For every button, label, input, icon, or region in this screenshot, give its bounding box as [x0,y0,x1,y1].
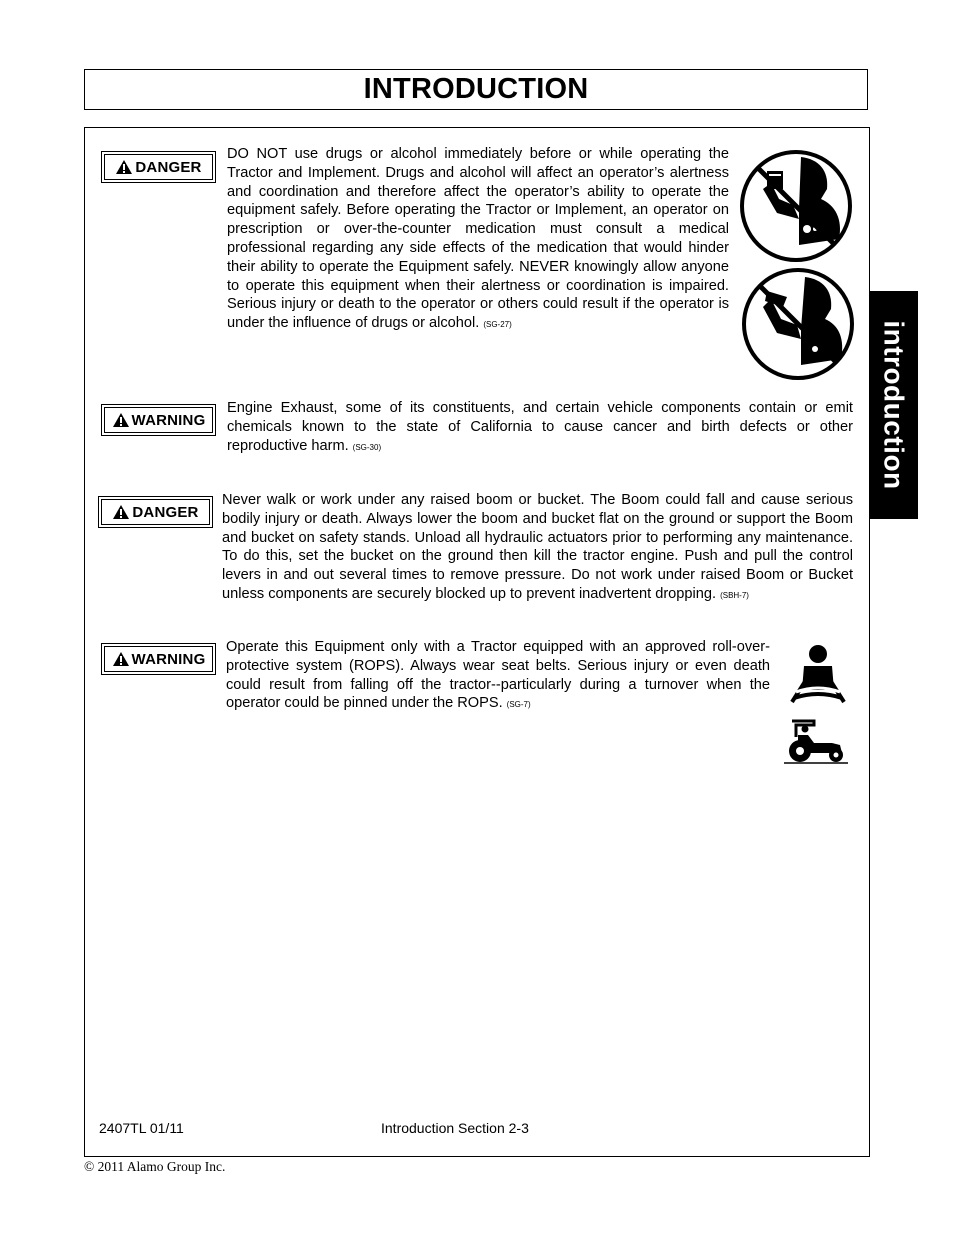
section-side-tab [869,291,918,519]
copyright: © 2011 Alamo Group Inc. [84,1159,226,1174]
no-alcohol-icon [741,267,855,381]
danger-boom-text [222,491,853,606]
badge-label: WARNING [131,411,206,429]
paragraph-text: Never walk or work under any raised boom or bucket. The Boom could fall and cause serious bodily injury or death. Always lower the boom and bucket flat on the ground or support the Boom and bucket on safety stands. Unload all hydraulic actuators prior to performing any maintenance. To do this, set the bucket on the ground then kill the tractor engine. Push and pull the control levers in and out several times to remove pressure. Do not work under raised Boom or Bucket unless components are securely blocked up to prevent inadvertent dropping. [222,492,853,602]
rops-tractor-icon [784,717,848,765]
warning-badge [101,643,216,675]
safety-code: (SBH-7) [720,590,749,600]
safety-code: (SG-7) [506,700,531,710]
badge-label: WARNING [131,650,206,668]
warning-triangle-icon [112,504,130,520]
footer-section: Introduction Section 2-3 [381,1120,529,1136]
warning-badge [101,404,216,436]
page-title: INTRODUCTION [363,73,589,105]
header-box [84,69,868,110]
warning-triangle-icon [115,159,133,175]
warning-rops-text [226,638,770,715]
danger-drugs-text [227,145,729,335]
side-tab-label: introduction [878,320,910,490]
no-drugs-icon [739,149,853,263]
warning-triangle-icon [112,412,130,428]
badge-label: DANGER [135,158,202,176]
warning-exhaust-text [227,399,853,457]
danger-badge [101,151,216,183]
footer-model: 2407TL 01/11 [99,1120,184,1136]
safety-code: (SG-30) [352,442,382,452]
paragraph-text: Operate this Equipment only with a Tractor equipped with an approved roll-over-protective system (ROPS). Always wear seat belts. Serious injury or even death could result from falling off the tractor--particularly during a turnover when the operator could be pinned under the ROPS. [226,639,770,712]
safety-code: (SG-27) [483,320,512,330]
seat-belt-icon [788,644,848,706]
paragraph-text: DO NOT use drugs or alcohol immediately before or while operating the Tractor and Implement. Drugs and alcohol will affect an operator’s alertness and coordination and therefore affect the operator’s ability to operate the equipment safely. Before operating the Tractor or Implement, an operator on prescription or over-the-counter medication must consult a medical professional regarding any side effects of the medication that would hinder their ability to operate the Equipment safely. NEVER knowingly allow anyone to operate this equipment when their alertness or coordination is impaired. Serious injury or death to the operator or others could result if the operator is under the influence of drugs or alcohol. [227,146,729,332]
badge-label: DANGER [132,503,199,521]
danger-badge [98,496,213,528]
paragraph-text: Engine Exhaust, some of its constituents, and certain vehicle components contain or emit chemicals known to the state of California to cause cancer and birth defects or other reproductive harm. [227,400,853,454]
warning-triangle-icon [112,651,130,667]
